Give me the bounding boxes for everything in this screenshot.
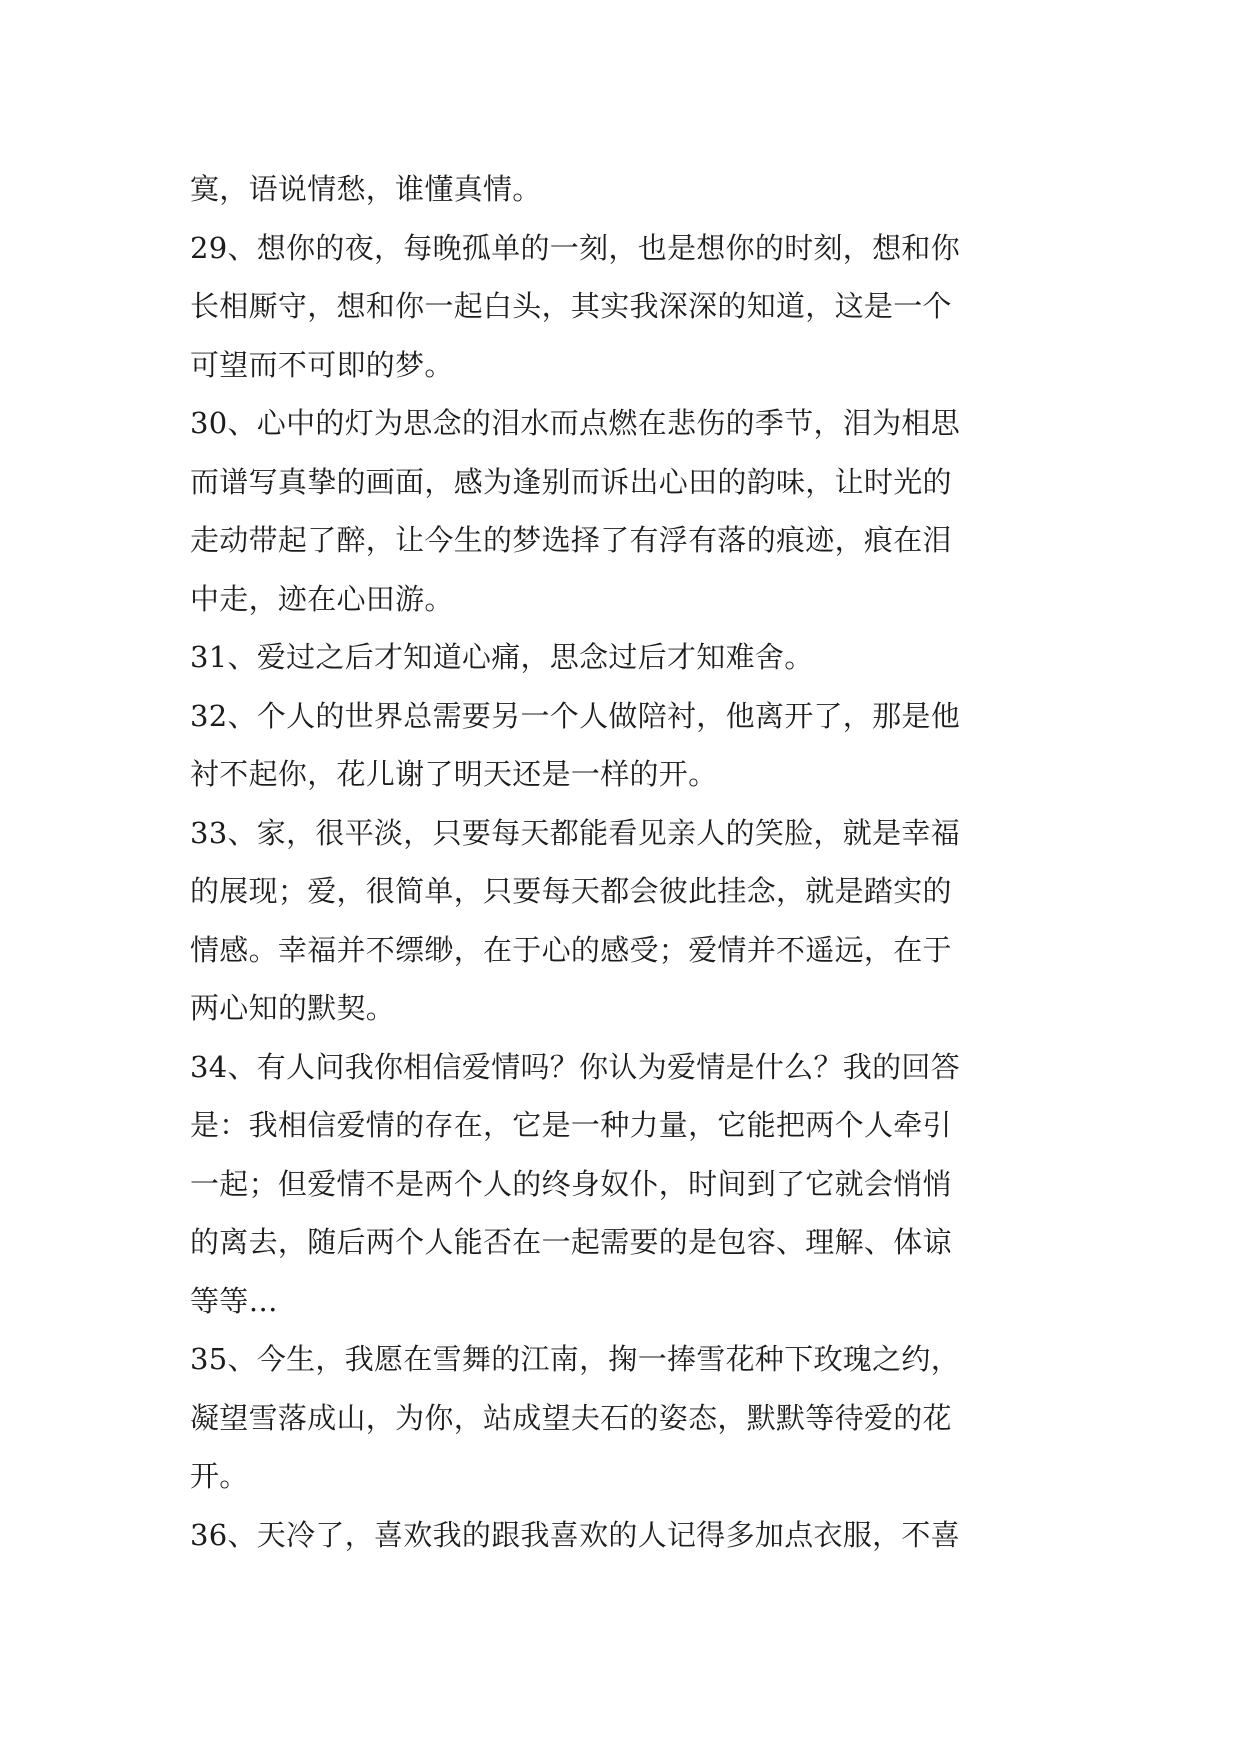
text-line: 开。 [190,1459,249,1493]
text-line: 两心知的默契。 [190,991,396,1025]
text-line: 一起；但爱情不是两个人的终身奴仆，时间到了它就会悄悄 [190,1166,952,1201]
text-line: 而谱写真挚的画面，感为逢别而诉出心田的韵味，让时光的 [190,464,952,499]
text-line: 等等… [190,1283,278,1318]
text-line: 情感。幸福并不缥缈，在于心的感受；爱情并不遥远，在于 [190,932,952,967]
text-line: 33、家，很平淡，只要每天都能看见亲人的笑脸，就是幸福 [190,815,961,850]
text-line: 凝望雪落成山，为你，站成望夫石的姿态，默默等待爱的花 [190,1400,952,1435]
text-line: 32、个人的世界总需要另一个人做陪衬，他离开了，那是他 [190,698,961,733]
text-line: 34、有人问我你相信爱情吗？你认为爱情是什么？我的回答 [190,1049,961,1084]
text-line: 31、爱过之后才知道心痛，思念过后才知难舍。 [190,640,814,674]
body-text [190,160,1070,1564]
text-line: 29、想你的夜，每晚孤单的一刻，也是想你的时刻，想和你 [190,230,961,265]
text-line: 寞，语说情愁，谁懂真情。 [190,172,542,206]
text-line: 可望而不可即的梦。 [190,347,454,382]
text-line: 的展现；爱，很简单，只要每天都会彼此挂念，就是踏实的 [190,874,952,908]
text-line: 走动带起了醉，让今生的梦选择了有浮有落的痕迹，痕在泪 [190,523,952,557]
text-line: 是：我相信爱情的存在，它是一种力量，它能把两个人牵引 [190,1108,952,1142]
text-line: 衬不起你，花儿谢了明天还是一样的开。 [190,757,718,791]
text-line: 36、天冷了，喜欢我的跟我喜欢的人记得多加点衣服，不喜 [190,1517,961,1552]
text-line: 长相厮守，想和你一起白头，其实我深深的知道，这是一个 [190,289,952,323]
text-line: 中走，迹在心田游。 [190,581,454,616]
text-line: 35、今生，我愿在雪舞的江南，掬一捧雪花种下玫瑰之约， [190,1342,961,1376]
text-line: 的离去，随后两个人能否在一起需要的是包容、理解、体谅 [190,1225,952,1259]
text-line: 30、心中的灯为思念的泪水而点燃在悲伤的季节，泪为相思 [190,406,961,440]
